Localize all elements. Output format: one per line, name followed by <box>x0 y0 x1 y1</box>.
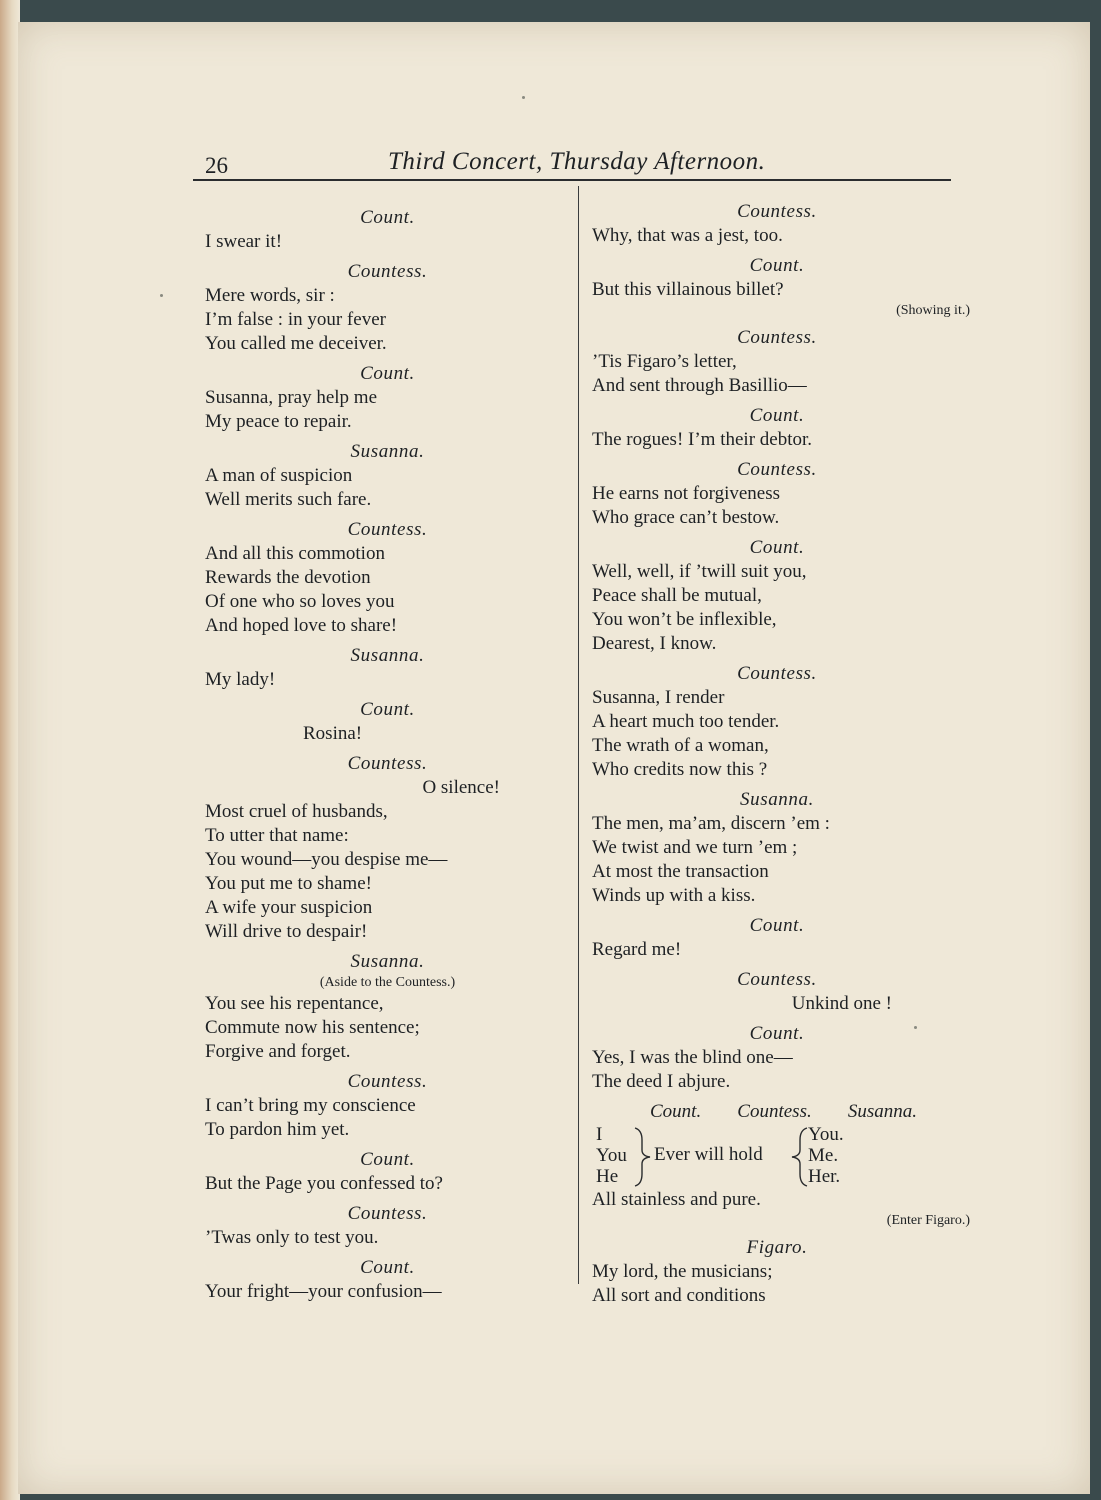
lyric-line: Peace shall be mutual, <box>592 585 762 606</box>
lyric-line: Dearest, I know. <box>592 633 717 654</box>
trio-pronoun: He <box>596 1166 619 1187</box>
lyric-line: The wrath of a woman, <box>592 735 769 756</box>
trio-speaker-susanna: Susanna. <box>847 1101 917 1122</box>
speaker-name: Countess. <box>347 519 428 540</box>
lyric-line: You won’t be inflexible, <box>592 609 777 630</box>
speaker-name: Susanna. <box>350 441 425 462</box>
lyric-line: Yes, I was the blind one— <box>592 1047 793 1068</box>
lyric-line: ’Tis Figaro’s letter, <box>592 351 737 372</box>
lyric-line: We twist and we turn ’em ; <box>592 837 798 858</box>
lyric-line: Your fright—your confusion— <box>205 1281 442 1302</box>
lyric-line: A heart much too tender. <box>592 711 780 732</box>
speaker-name: Susanna. <box>350 951 425 972</box>
left-brace-icon <box>632 1126 654 1188</box>
trio-speaker-countess: Countess. <box>737 1101 812 1122</box>
speaker-name: Count. <box>360 207 415 228</box>
lyric-line: You wound—you despise me— <box>205 849 448 870</box>
speaker-name: Count. <box>749 405 805 426</box>
trio-verb: Ever will hold <box>654 1144 763 1165</box>
column-divider <box>578 186 579 1284</box>
lyric-line: Who grace can’t bestow. <box>592 507 780 528</box>
lyric-line: Forgive and forget. <box>205 1041 351 1062</box>
lyric-line: He earns not forgiveness <box>592 483 781 504</box>
speaker-name: Susanna. <box>740 789 814 810</box>
left-column <box>205 200 570 1304</box>
speaker-name: Countess. <box>347 1203 428 1224</box>
lyric-line: To pardon him yet. <box>205 1119 350 1140</box>
lyric-line: You see his repentance, <box>205 993 384 1014</box>
speaker-name: Countess. <box>737 327 817 348</box>
trio-ensemble <box>592 1124 962 1188</box>
stage-direction: (Enter Figaro.) <box>886 1213 970 1228</box>
lyric-line: Commute now his sentence; <box>205 1017 420 1038</box>
lyric-line: Susanna, I render <box>592 687 725 708</box>
lyric-line: A man of suspicion <box>205 465 353 486</box>
lyric-line: The rogues! I’m their debtor. <box>592 429 813 450</box>
paper-speck <box>914 1026 917 1029</box>
lyric-line: ’Twas only to test you. <box>205 1227 379 1248</box>
lyric-line: Winds up with a kiss. <box>592 885 756 906</box>
trio-object: Her. <box>808 1166 841 1187</box>
speaker-name: Count. <box>360 1149 415 1170</box>
paper-speck <box>160 294 163 297</box>
stage-direction: (Aside to the Countess.) <box>319 975 456 990</box>
right-column <box>592 194 970 1308</box>
lyric-line: I swear it! <box>205 231 283 252</box>
trio-pronouns <box>596 1124 627 1187</box>
lyric-line: O silence! <box>422 777 500 798</box>
lyric-line: But this villainous billet? <box>592 279 784 300</box>
lyric-line: Of one who so loves you <box>205 591 395 612</box>
lyric-line: Well, well, if ’twill suit you, <box>592 561 807 582</box>
lyric-line: And sent through Basillio— <box>592 375 807 396</box>
speaker-name: Countess. <box>737 459 817 480</box>
trio-pronoun: I <box>596 1124 603 1145</box>
lyric-line: The deed I abjure. <box>592 1071 731 1092</box>
lyric-line: Susanna, pray help me <box>205 387 378 408</box>
lyric-line: My lord, the musicians; <box>592 1261 773 1282</box>
speaker-name: Countess. <box>347 753 428 774</box>
speaker-name: Count. <box>360 1257 415 1278</box>
lyric-line: Why, that was a jest, too. <box>592 225 783 246</box>
trio-speaker-count: Count. <box>650 1101 702 1122</box>
speaker-name: Countess. <box>737 663 817 684</box>
lyric-line: The men, ma’am, discern ’em : <box>592 813 830 834</box>
lyric-line: Most cruel of husbands, <box>205 801 388 822</box>
lyric-line: Regard me! <box>592 939 682 960</box>
page-title: Third Concert, Thursday Afternoon. <box>388 148 766 175</box>
speaker-name: Count. <box>749 255 805 276</box>
speaker-name: Count. <box>749 537 805 558</box>
page-number: 26 <box>205 153 228 178</box>
lyric-line: My peace to repair. <box>205 411 352 432</box>
speaker-name: Count. <box>749 1023 805 1044</box>
paper-speck <box>522 96 525 99</box>
lyric-line: And all this commotion <box>205 543 385 564</box>
speaker-name: Countess. <box>737 201 817 222</box>
speaker-name: Countess. <box>347 1071 428 1092</box>
lyric-line: A wife your suspicion <box>205 897 373 918</box>
lyric-line: Who credits now this ? <box>592 759 768 780</box>
lyric-line: Well merits such fare. <box>205 489 372 510</box>
lyric-line: You put me to shame! <box>205 873 372 894</box>
right-brace-icon <box>788 1126 810 1188</box>
header-rule <box>193 179 951 181</box>
stage-direction: (Showing it.) <box>896 303 970 318</box>
lyric-line: My lady! <box>205 669 276 690</box>
speaker-name: Countess. <box>737 969 817 990</box>
lyric-line: And hoped love to share! <box>205 615 398 636</box>
trio-pronoun: You <box>596 1145 627 1166</box>
lyric-line: Rewards the devotion <box>205 567 371 588</box>
speaker-name: Countess. <box>347 261 428 282</box>
lyric-line: You called me deceiver. <box>205 333 387 354</box>
lyric-line: Unkind one ! <box>791 993 892 1014</box>
speaker-name: Count. <box>360 699 415 720</box>
speaker-name: Figaro. <box>746 1237 808 1258</box>
trio-speakers <box>592 1100 962 1124</box>
speaker-name: Count. <box>360 363 415 384</box>
lyric-line: I can’t bring my conscience <box>205 1095 416 1116</box>
lyric-line: Mere words, sir : <box>205 285 335 306</box>
speaker-name: Count. <box>749 915 805 936</box>
trio-object: You. <box>808 1124 844 1145</box>
speaker-name: Susanna. <box>350 645 425 666</box>
lyric-line: All stainless and pure. <box>592 1189 761 1210</box>
lyric-line: I’m false : in your fever <box>205 309 386 330</box>
trio-objects <box>808 1124 844 1187</box>
lyric-line: Will drive to despair! <box>205 921 368 942</box>
lyric-line: To utter that name: <box>205 825 349 846</box>
lyric-line: Rosina! <box>303 723 363 744</box>
lyric-line: All sort and conditions <box>592 1285 766 1306</box>
lyric-line: At most the transaction <box>592 861 769 882</box>
lyric-line: But the Page you confessed to? <box>205 1173 443 1194</box>
trio-object: Me. <box>808 1145 839 1166</box>
book-spine <box>0 0 20 1500</box>
